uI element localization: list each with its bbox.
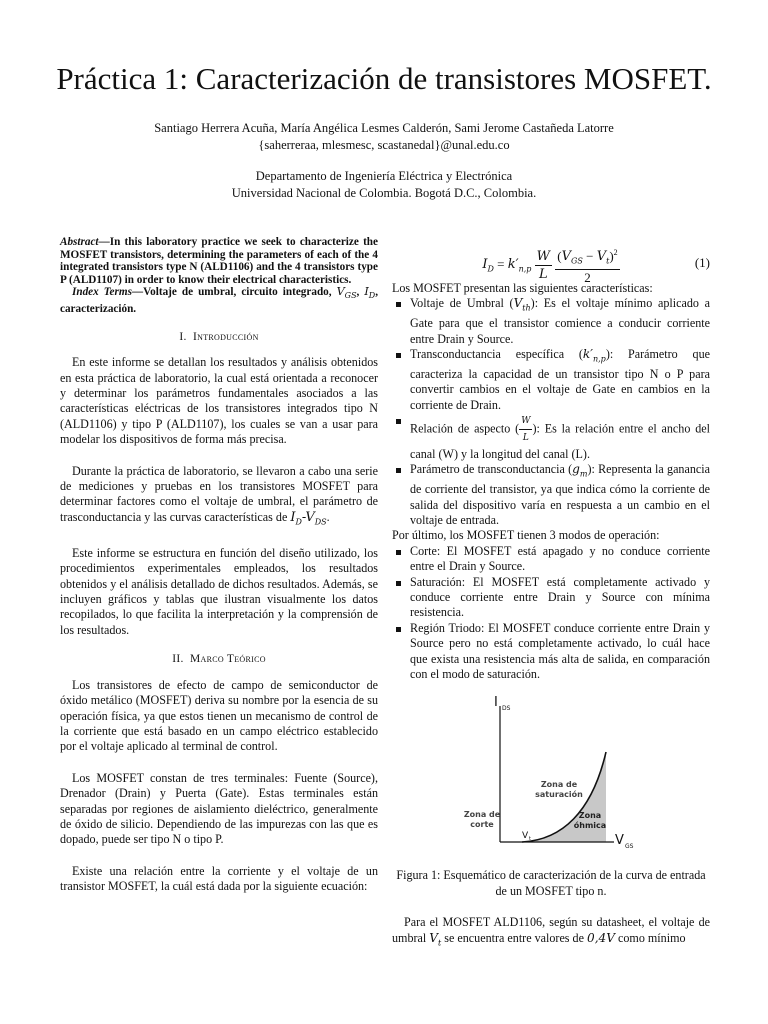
index-terms: Index Terms—Voltaje de umbral, circuito integrado, $V_{GS}$, $I_D$, caracterización. [60, 285, 378, 316]
y-axis-label: I [494, 695, 498, 711]
section-heading-marco: II. Marco Teórico [172, 653, 266, 666]
list-item: Parámetro de transconductancia $(g_m)$: Representa la ganancia de corriente del transistor, ya que indica cómo la corriente de salida del dispositivo varía en respuesta a un cambio en el voltaje de entrada. [392, 462, 710, 528]
marco-paragraph-1: Los transistores de efecto de campo de semiconductor de óxido metálico (MOSFET) deriva su nombre por la esencia de su operación física, ya que estos tienen un mecanismo de control de la corriente que está basado en un campo eléctrico establecido por el voltaje aplicado al terminal de control. [60, 677, 378, 754]
characteristics-intro: Los MOSFET presentan las siguientes características: [392, 281, 653, 295]
paper-title: Práctica 1: Caracterización de transistores MOSFET. [56, 61, 712, 96]
equation-number: (1) [694, 255, 710, 270]
list-item: Relación de aspecto ( $\frac{W}{L}$ ): Es la relación entre el ancho del canal (W) y la longitud del canal (L). [392, 413, 710, 462]
vt-sub: t [529, 836, 531, 843]
list-item: Voltaje de Umbral $(V_{th})$: Es el voltaje mínimo aplicado a Gate para que el transistor comience a conducir corriente entre Drain y Source. [392, 296, 710, 347]
zona-saturacion-line1: Zona de [540, 780, 578, 790]
mosfet-curve-diagram [392, 692, 710, 862]
zona-ohmica-line1: Zona [578, 811, 602, 821]
list-item: Saturación: El MOSFET está completamente activado y conduce corriente entre Drain y Source con mínima resistencia. [392, 575, 710, 621]
intro-paragraph-2: Durante la práctica de laboratorio, se llevaron a cabo una serie de mediciones y pruebas en los transistores MOSFET para determinar factores como el voltaje de umbral, el parámetro de trasconductancia y las curvas características de $I_D-V_{DS}$. [60, 463, 378, 527]
author-names: Santiago Herrera Acuña, María Angélica Lesmes Calderón, Sami Jerome Castañeda Latorre [154, 121, 614, 135]
abstract-text: —In this laboratory practice we seek to characterize the MOSFET transistors, determining the parameters of each of the 4 integrated transistors type N (ALD1106) and the 4 transistors type P (ALD1107) in order to know their electrical characteristics. [60, 236, 378, 286]
author-block [0, 120, 768, 154]
y-axis-sub: DS [502, 705, 511, 713]
zona-corte-line2: corte [470, 820, 494, 830]
final-paragraph: Para el MOSFET ALD1106, según su datasheet, el voltaje de umbral $V_t$ se encuentra entre valores de 0,4V como mínimo [392, 915, 710, 947]
intro-paragraph-1: En este informe se detallan los resultados y análisis obtenidos en esta práctica de laboratorio, la cual está orientada a reconocer y determinar los parámetros fundamentales asociados a las características eléctricas de los transistores integrados tipo N (ALD1106) y tipo P (ALD1107), los cuales se van a usar para modelar los dispositivos de forma más precisa. [60, 355, 378, 447]
zona-corte-line1: Zona de [463, 810, 501, 820]
left-column [60, 236, 378, 895]
vt-label: V [522, 831, 529, 842]
zona-ohmica-line2: óhmica [573, 821, 607, 831]
characteristics-list [392, 296, 710, 528]
right-column [392, 243, 710, 950]
modes-list [392, 544, 710, 683]
list-item: Región Triodo: El MOSFET conduce corriente entre Drain y Source pero no está completamente activado, lo cuál hace que exista una resistencia más alta de salida, en comparación con el modo de saturación. [392, 621, 710, 683]
figure-caption: Figura 1: Esquemático de caracterización de la curva de entrada de un MOSFET tipo n. [396, 868, 706, 898]
affiliation-block [0, 168, 768, 202]
index-terms-end: caracterización. [60, 303, 137, 316]
list-item: Transconductancia específica $(k'_{n,p})$: Parámetro que caracteriza la capacidad de un transistor tipo N o P para convertir cambios en el voltaje de Gate en cambios en la corriente de Drain. [392, 347, 710, 413]
department: Departamento de Ingeniería Eléctrica y Electrónica [255, 169, 513, 183]
x-axis-sub: GS [625, 843, 634, 851]
abstract [60, 236, 378, 286]
intro-paragraph-3: Este informe se estructura en función del diseño utilizado, los procedimientos experimentales empleados, los resultados obtenidos y el análisis detallado de dichos resultados. Además, se incluyen gráficos y tablas que ilustran visualmente los datos recopilados, lo que facilita la interpretación y la comprensión de los resultados. [60, 545, 378, 637]
author-emails: {saherreraa, mlesmesc, scastanedal}@unal.edu.co [258, 138, 510, 152]
equation-body: $I_D = k'_{n,p}$ $\frac{W}{L}$ $\frac{(V_{GS} - V_t)^2}{2}$ [482, 245, 619, 286]
university: Universidad Nacional de Colombia. Bogotá D.C., Colombia. [231, 186, 537, 200]
marco-paragraph-3: Existe una relación entre la corriente y el voltaje de un transistor MOSFET, la cuál está dada por la siguiente ecuación: [60, 863, 378, 894]
equation-1 [392, 243, 710, 286]
index-terms-text: —Voltaje de umbral, circuito integrado, [131, 286, 337, 299]
section-heading-intro: I. Introducción [179, 330, 259, 343]
x-axis-label: V [615, 833, 624, 849]
abstract-label: Abstract [60, 236, 99, 248]
index-terms-label: Index Terms [72, 286, 132, 299]
figure-1 [392, 692, 710, 862]
zona-saturacion-line2: saturación [535, 790, 583, 800]
list-item: Corte: El MOSFET está apagado y no conduce corriente entre el Drain y Source. [392, 544, 710, 575]
marco-paragraph-2: Los MOSFET constan de tres terminales: Fuente (Source), Drenador (Drain) y Puerta (Gate). Estas terminales están separadas por regiones de aislamiento dieléctrico, generalmente de óxido de silicio. Dependiendo de las impurezas con las que es dopado, puede ser tipo N o tipo P. [60, 770, 378, 847]
modes-intro: Por último, los MOSFET tienen 3 modos de operación: [392, 528, 660, 543]
